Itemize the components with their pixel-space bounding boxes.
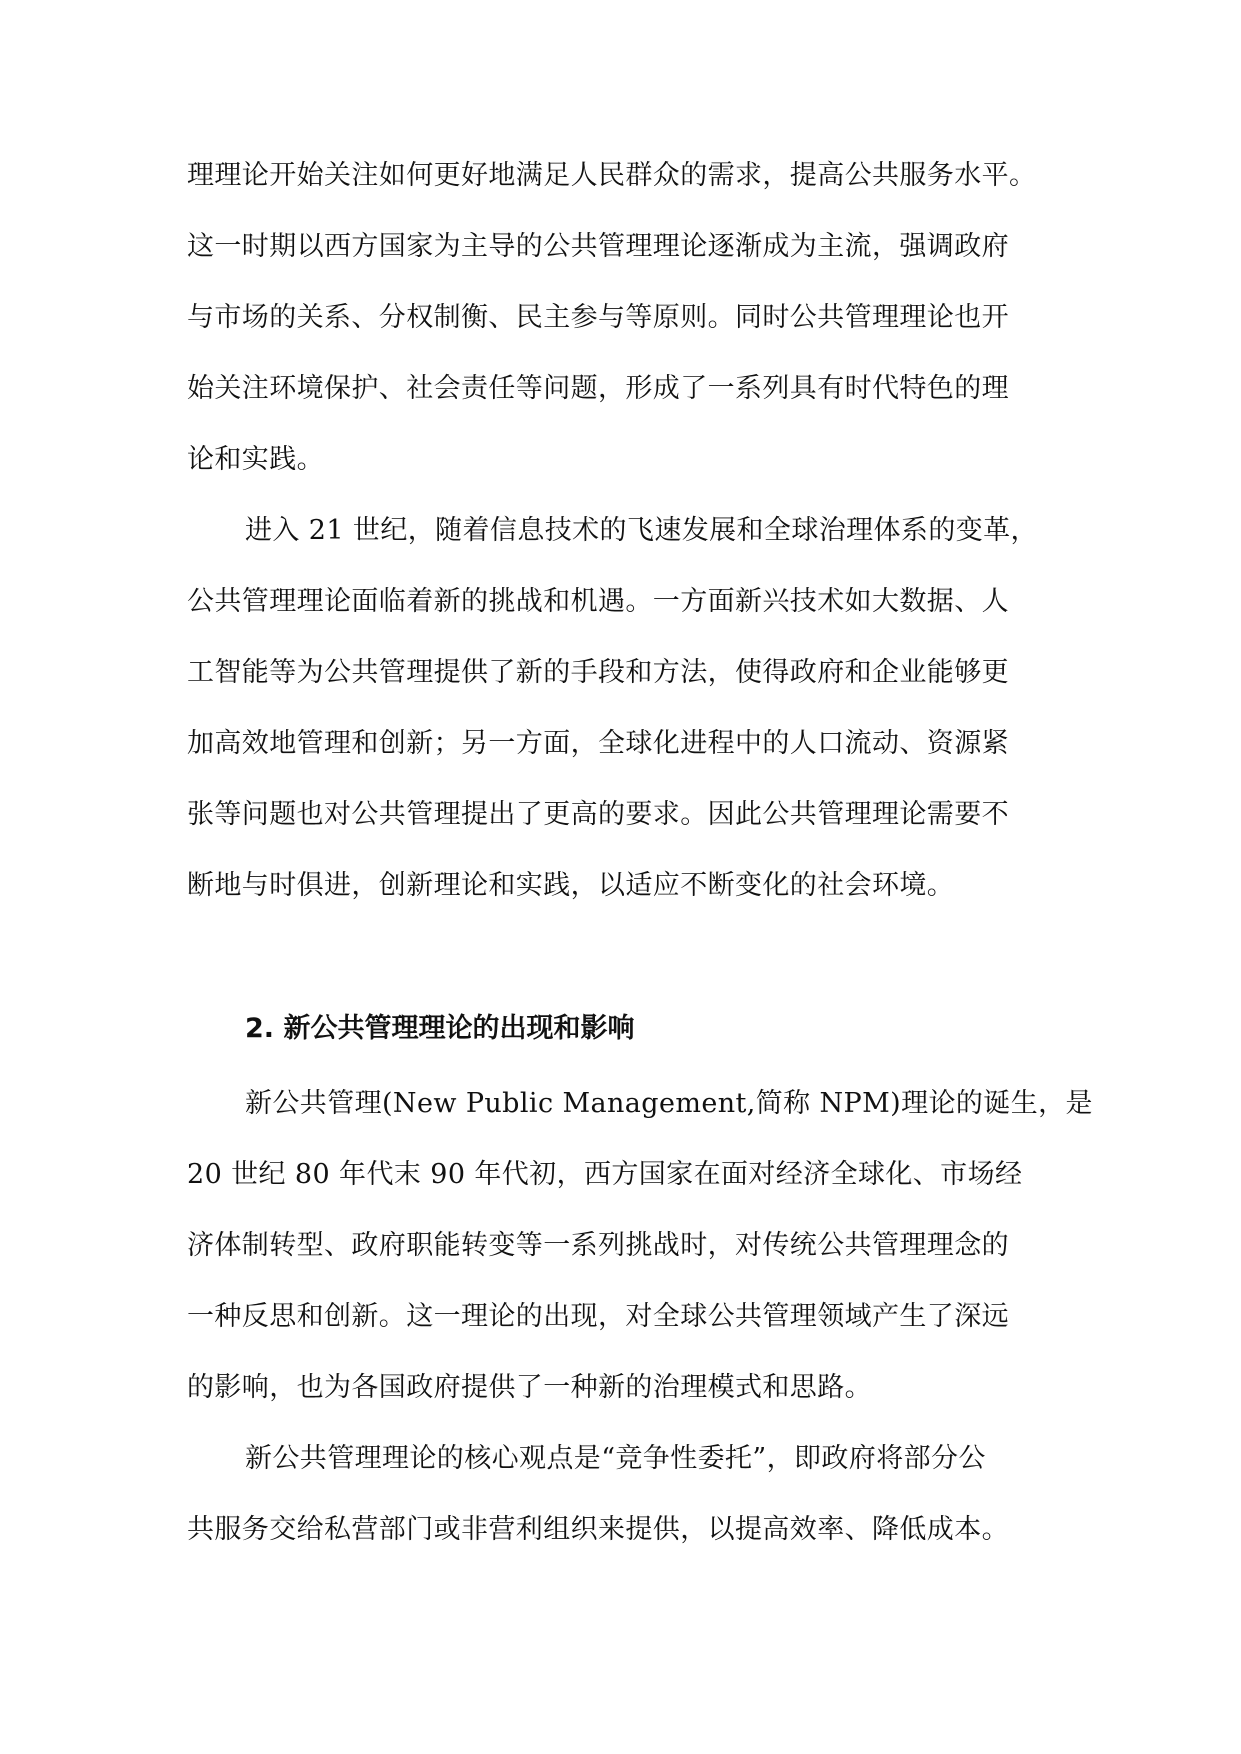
- paragraph-3-line-1: 新公共管理(New Public Management,简称 NPM)理论的诞生，是: [245, 1088, 1093, 1119]
- paragraph-1-line-1: 理理论开始关注如何更好地满足人民群众的需求，提高公共服务水平。: [187, 160, 1037, 191]
- paragraph-3-line-3: 济体制转型、政府职能转变等一系列挑战时，对传统公共管理理念的: [187, 1230, 1009, 1261]
- paragraph-2-line-3: 工智能等为公共管理提供了新的手段和方法，使得政府和企业能够更: [187, 657, 1009, 688]
- paragraph-3-line-4: 一种反思和创新。这一理论的出现，对全球公共管理领域产生了深远: [187, 1301, 1009, 1332]
- paragraph-1-line-5: 论和实践。: [187, 444, 324, 475]
- paragraph-2-line-1: 进入 21 世纪，随着信息技术的飞速发展和全球治理体系的变革，: [245, 515, 1038, 546]
- paragraph-1-line-2: 这一时期以西方国家为主导的公共管理理论逐渐成为主流，强调政府: [187, 231, 1009, 262]
- paragraph-4-line-2: 共服务交给私营部门或非营利组织来提供，以提高效率、降低成本。: [187, 1514, 1009, 1545]
- paragraph-4-line-1: 新公共管理理论的核心观点是“竞争性委托”，即政府将部分公: [245, 1443, 986, 1474]
- paragraph-3-line-2: 20 世纪 80 年代末 90 年代初，西方国家在面对经济全球化、市场经: [187, 1159, 1023, 1190]
- paragraph-1-line-3: 与市场的关系、分权制衡、民主参与等原则。同时公共管理理论也开: [187, 302, 1009, 333]
- paragraph-2-line-6: 断地与时俱进，创新理论和实践，以适应不断变化的社会环境。: [187, 870, 955, 901]
- paragraph-1-line-4: 始关注环境保护、社会责任等问题，形成了一系列具有时代特色的理: [187, 373, 1009, 404]
- section-heading: 2. 新公共管理理论的出现和影响: [245, 1013, 635, 1044]
- paragraph-3-line-5: 的影响，也为各国政府提供了一种新的治理模式和思路。: [187, 1372, 872, 1403]
- paragraph-2-line-5: 张等问题也对公共管理提出了更高的要求。因此公共管理理论需要不: [187, 799, 1009, 830]
- paragraph-2-line-2: 公共管理理论面临着新的挑战和机遇。一方面新兴技术如大数据、人: [187, 586, 1009, 617]
- paragraph-2-line-4: 加高效地管理和创新；另一方面，全球化进程中的人口流动、资源紧: [187, 728, 1009, 759]
